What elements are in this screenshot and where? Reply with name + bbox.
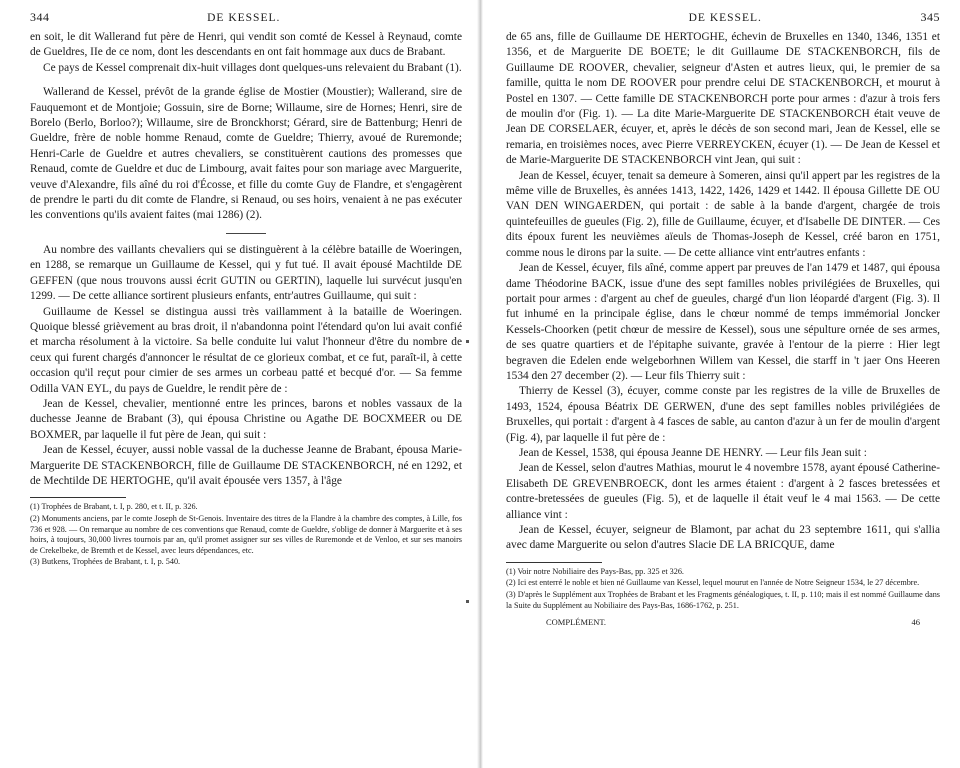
- paragraph: de 65 ans, fille de Guillaume DE HERTOGHE, échevin de Bruxelles en 1340, 1346, 1351 et 1356, et de Marguerite DE BOETE; le dit Guillaume DE STACKENBORCH, fils de Guillaume DE ROOVER, chevalier, seigneur d'Asten et autres lieux, qui, le premier de sa famille, quitta le nom DE ROOVER pour prendre celui DE STACKENBORCH, et mourut à Postel en 1307. — Cette famille DE STACKENBORCH porte pour armes : d'azur à trois fers de moulin d'or (Fig. 1). — La dite Marie-Marguerite DE STACKENBORCH était veuve de Jean DE CORSELAER, écuyer, et, après le décès de son second mari, Jean de Kessel, elle se remaria, en troisièmes noces, avec Pierre VERREYCKEN, écuyer (1). — De Jean de Kessel et de Marie-Marguerite DE STACKENBORCH vint Jean, qui suit :: [506, 31, 940, 167]
- footnote-rule: [30, 497, 126, 498]
- left-footnotes: [30, 502, 462, 568]
- paragraph: Jean de Kessel, chevalier, mentionné entre les princes, barons et nobles vassaux de la duchesse Jeanne de Brabant (3), qui épousa Christine ou Agathe DE BOCXMEER ou DE BOXMER, par laquelle il fut père de Jean, qui suit :: [30, 397, 462, 441]
- signature-line: [506, 617, 940, 627]
- paragraph: Jean de Kessel, écuyer, fils aîné, comme appert par preuves de l'an 1479 et 1487, qui épousa dame Théodorine BACK, issue d'une des sept familles nobles privilégiées de Bruxelles, qui portait pour armes : d'argent au chef de gueules, chargé d'un lion léopardé d'argent (Fig. 3). Il fut inhumé en la principale église, dans le chœur nommé de temps immémorial Joncker Kessels-Choorken (petit chœur de messire de Kessel), sous une sépulture ornée de ses armes, de ses quatre quartiers et de l'épitaphe suivante, gravée à l'entour de la pierre : Hier legt begraven die Edelen ende welgeborhnen Willem van Kessel, die starff in 't jaer Ons Heeren 1534 den 27 december (2). — Leur fils Thierry suit :: [506, 262, 940, 382]
- paragraph: en soit, le dit Wallerand fut père de Henri, qui vendit son comté de Kessel à Reynaud, comte de Gueldres, IIe de ce nom, dont les descendants en ont fait hommage aux ducs de Brabant.: [30, 31, 462, 59]
- paragraph: Jean de Kessel, écuyer, tenait sa demeure à Someren, ainsi qu'il appert par les registres de la même ville de Bruxelles, ès années 1413, 1422, 1426, 1429 et 1442. Il épousa Gillette DE OU VAN DEN WINGAERDEN, qui portait : de sable à la bande d'argent, chargée de trois quintefeuilles de gueules (Fig. 2), fille de Guillaume, écuyer, et d'Isabelle DE DINTER. — Ces dits époux furent les neuvièmes aïeuls de Thomas-Joseph de Kessel, créé baron en 1751, comme nous le dirons par la suite. — De cette alliance vint entr'autres enfants :: [506, 169, 940, 259]
- paragraph: Guillaume de Kessel se distingua aussi très vaillamment à la bataille de Woeringen. Quoique blessé grièvement au bras droit, il n'abandonna point l'étendard qu'on lui avait confié et marcha résolument à la victoire. Sa belle conduite lui valut l'honneur d'être du nombre de ceux qui furent chargés d'annoncer le résultat de ce glorieux combat, et ce fut, paraît-il, à cette occasion qu'il reçut pour cimier de ses armes un corbeau patté et becqué d'or. — Sa femme Odilla VAN EYL, du pays de Gueldre, le rendit père de :: [30, 305, 462, 395]
- right-page: [482, 0, 960, 768]
- paragraph: Au nombre des vaillants chevaliers qui se distinguèrent à la célèbre bataille de Woeringen, en 1288, se remarque un Guillaume de Kessel, qui y fut tué. Il avait épousé Machtilde DE GEFFEN (que nous trouvons aussi écrit GUTIN ou GERTIN), laquelle lui survécut jusqu'en 1299. — De cette alliance sortirent plusieurs enfants, entr'autres Guillaume, qui suit :: [30, 243, 462, 303]
- paragraph: Jean de Kessel, écuyer, aussi noble vassal de la duchesse Jeanne de Brabant, épousa Marie-Marguerite DE STACKENBORCH, fille de Guillaume DE STACKENBORCH, né en 1292, et de Mechtilde DE HERTOGHE, qu'il avait épousée vers 1357, à l'âge: [30, 444, 462, 487]
- right-page-body: [506, 30, 940, 554]
- right-running-title: DE KESSEL.: [688, 12, 762, 24]
- right-footnotes: [506, 567, 940, 611]
- footnote: (3) Butkens, Trophées de Brabant, t. I, p. 540.: [30, 557, 181, 567]
- footnote: (3) D'après le Supplément aux Trophées de Brabant et les Fragments généalogiques, t. II, p. 110; mais il est nommé Guillaume dans la Suite du Supplément au Nobiliaire des Pays-Bas, 1686-1762, p. 251.: [506, 590, 940, 610]
- footnote: (1) Trophées de Brabant, t. I, p. 280, et t. II, p. 326.: [30, 502, 198, 512]
- right-page-header: [506, 10, 940, 30]
- section-separator: [226, 233, 266, 234]
- footnote: (2) Monuments anciens, par le comte Joseph de St-Genois. Inventaire des titres de la Flandre à la chambre des comptes, à Lille, fos 736 et 928. — On remarque au nombre de ces conventions que Renaud, comte de Gueldre, s'oblige de donner à Marguerite et à ses hoirs, à toujours, 30,000 livres tournois par an, qu'il promet assigner sur ses villes de Ruremonde et de Venloo, et sur ses manoirs de Crekelbeke, de Bremth et de Kessel, avec leurs dépendances, etc.: [30, 513, 462, 555]
- left-page-body: [30, 30, 462, 489]
- signature-mark: COMPLÉMENT.: [546, 617, 607, 628]
- paragraph: Jean de Kessel, écuyer, seigneur de Blamont, par achat du 23 septembre 1611, qui s'allia avec dame Marguerite ou selon d'autres Slacie DE LA BRICQUE, dame: [506, 524, 940, 552]
- paragraph: Wallerand de Kessel, prévôt de la grande église de Mostier (Moustier); Wallerand, sire de Fauquemont et de Montjoie; Gossuin, sire de Borne; Willaume, sire de Hornes; Henri, sire de Borelo (Berlo, Borloo?); Willaume, sire de Bronckhorst; Gérard, sire de Battenburg; Henri de Gueldre, frère de noble homme Renaud, comte de Gueldre; Thierry, avoué de Ruremonde; Henri-Carle de Gueldre et autres chevaliers, se constituèrent cautions des promesses que Renaud, comte de Gueldre et duc de Limbourg, avait faites pour son mariage avec Marguerite, veuve d'Alexandre, fils aîné du roi d'Écosse, et fille du comte Guy de Flandre, et s'engagèrent de prendre le parti du dit comte de Flandre, si Renaud, ou ses hoirs, venaient à ne pas exécuter les conventions qu'ils avaient faites (mai 1286) (2).: [30, 86, 462, 222]
- left-page-header: [30, 10, 462, 30]
- right-page-number: 345: [920, 10, 940, 24]
- paragraph: Ce pays de Kessel comprenait dix-huit villages dont quelques-uns relevaient du Brabant (1).: [43, 61, 462, 74]
- footnote: (2) Ici est enterré le noble et bien né Guillaume van Kessel, lequel mourut en l'année de Notre Seigneur 1534, le 27 décembre.: [506, 578, 920, 588]
- paragraph: Jean de Kessel, selon d'autres Mathias, mourut le 4 novembre 1578, ayant épousé Catherine-Elisabeth DE GREVENBROECK, dont les armes étaient : d'argent à 2 fasces bretessées et contre-bretessées de gueules (Fig. 5), et de laquelle il était veuf le 4 mai 1563. — De cette alliance vint :: [506, 462, 940, 521]
- paragraph: Jean de Kessel, 1538, qui épousa Jeanne DE HENRY. — Leur fils Jean suit :: [519, 446, 867, 459]
- left-page-number: 344: [30, 10, 50, 24]
- left-page: [0, 0, 478, 768]
- paragraph: Thierry de Kessel (3), écuyer, comme conste par les registres de la ville de Bruxelles de 1493, 1524, épousa Béatrix DE GERWEN, d'une des sept familles nobles privilégiées de Bruxelles, qui portait : d'argent à 4 fasces de sable, au canton d'azur à un fer de moulin d'argent (Fig. 4), par laquelle il fut père de :: [506, 385, 940, 444]
- footnote: (1) Voir notre Nobiliaire des Pays-Bas, pp. 325 et 326.: [506, 566, 684, 576]
- footnote-rule: [506, 562, 602, 563]
- signature-number: 46: [911, 617, 920, 628]
- left-running-title: DE KESSEL.: [207, 12, 281, 24]
